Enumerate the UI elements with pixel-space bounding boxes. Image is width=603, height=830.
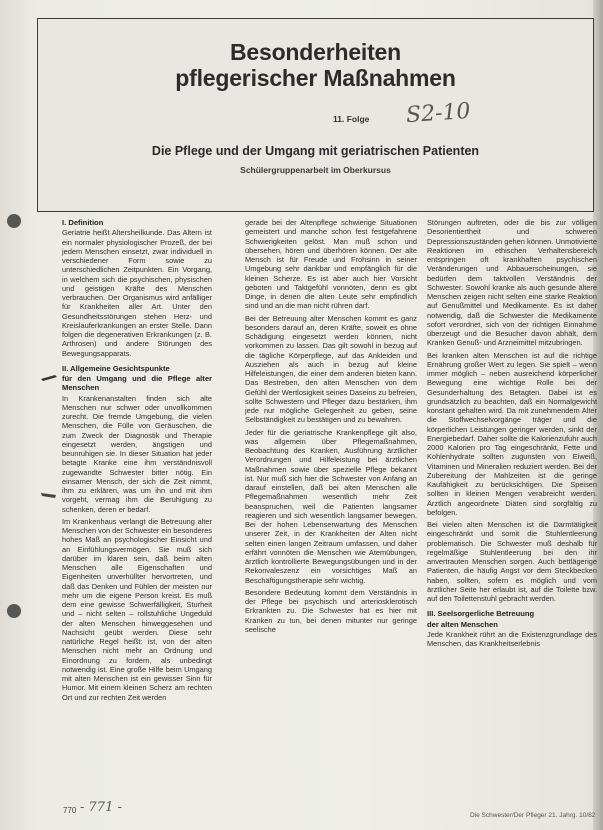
article-header	[37, 18, 594, 212]
section-heading: I. Definition	[62, 218, 104, 227]
paragraph: Besondere Bedeutung kommt dem Verständnis in der Pflege bei psychisch und arteriosklerotisch Erkrankten zu. Die Schwester hat es hier mit Kranken zu tun, bei denen mitunter nur geringe seelische	[245, 587, 417, 634]
section-heading-cont: der alten Menschen	[427, 619, 498, 629]
handwritten-note: S2-10	[405, 98, 472, 129]
text-column-3	[427, 218, 597, 651]
paragraph: Bei der Betreuung alter Menschen kommt es ganz besonders darauf an, deren Kräfte, soweit es ohne Schädigung eingesetzt werden können, nicht vorkommen zu lassen. Das gilt sowohl in bezug auf die tägliche Körperpflege, auf das Ankleiden und Ausziehen als auch in bezug auf kleine Hilfeleistungen, die einer dem anderen bieten kann. Das Bestreben, den alten Menschen von dem Gefühl der Wertlosigkeit seines Daseins zu befreien, sollte Schwestern und Pfleger dazu bestärken, ihm jede nur mögliche Gelegenheit zu geben, seine Selbständigkeit zu bestätigen und zu bewahren.	[245, 313, 417, 425]
paragraph: Bei vielen alten Menschen ist die Darmtätigkeit eingeschränkt und somit die Stuhlentleerung problematisch. Die Schwester muß deshalb für regelmäßige Stuhlentleerung bei den ihr anvertrauten Menschen sorgen. Auch bettlägerige Patienten, die häufig Angst vor dem Steckbecken haben, sollten, sofern es möglich und vom ärztlicher Seite her erlaubt ist, auf die Toilette bzw. auf den Toilettenstuhl gebracht werden.	[427, 520, 597, 603]
section-heading: II. Allgemeine Gesichtspunkte	[62, 363, 170, 373]
text-column-1	[62, 218, 212, 705]
pen-mark-icon	[40, 490, 58, 500]
handwritten-page-number: - 771 -	[80, 800, 122, 815]
text-column-2	[245, 218, 417, 637]
paragraph: In Krankenanstalten finden sich alte Menschen nur schwer oder unvollkommen zurecht. Die fremde Umgebung, die vielen Menschen, die Fülle von Geräuschen, die zum Zweck der Diagnostik und Therapie eingesetzt werden, ängstigen und beunruhigen sie. In dieser Situation hat jeder betagte Kranke eine ihm verständnisvoll zugewandte Schwester bitter nötig. Ein einsamer Mensch, der sich die Zeit nimmt, ihm zu erklären, was um ihn und mit ihm vorgeht, vermag ihm die Beruhigung zu schenken, deren er bedarf.	[62, 393, 212, 514]
paragraph: Jeder für die geriatrische Krankenpflege gilt also, was allgemein über Pflegemaßnahmen, Beobachtung des Kranken, Ausführung ärztlicher Verordnungen und Hilfeleistung bei ärztlichen Maßnahmen sowie über spezielle Pflege bekannt ist. Nur muß sich hier die Schwester von Anfang an darauf einstellen, daß bei alten Menschen alle Pflegemaßnahmen wesentlich mehr Zeit beanspruchen, weil die Patienten langsamer reagieren und sich wesentlich langsamer bewegen. Bei der hohen Lebenserwartung des Menschen unserer Zeit, in der Krankheiten der Alten nicht selten einen langen Zeitraum umfassen, und daher erfährt vonnöten die Menschen wie Atemübungen, ärztlich kontrollierte Bewegungsübungen und in der Rekonvaleszenz ein vorsichtiges Maß an Beschäftigungstherapie sehr wichtig.	[245, 427, 417, 585]
section-heading-cont: für den Umgang und die Pflege alter Menschen	[62, 374, 212, 393]
section-heading: III. Seelsorgerliche Betreuung	[427, 609, 535, 619]
article-title-line2: pflegerischer Maßnahmen	[175, 65, 456, 91]
punch-hole	[7, 214, 21, 228]
paragraph: Störungen auftreten, oder die bis zur völligen Desorientiertheit und schweren Depressionszuständen gehen können. Unmotivierte Reaktionen im ethischen Verhaltensbereich entspringen oft krankhaften psychischen Veränderungen und Abbauerscheinungen, sie bedürfen dem taktvollen Verständnis der Schwester. Sowohl kranke als auch gesunde ältere Menschen zeigen nicht selten eine starke Reaktion auf Genußmittel und Medikamente. Es ist daher notwendig, daß die Schwester die Medikamente sofort verordnet, sich von der richtigen Einnahme überzeugt und die Besucher davon abhält, dem Kranken Genuß- und Arzneimittel mitzubringen.	[427, 218, 597, 348]
paragraph: Bei kranken alten Menschen ist auf die richtige Ernährung großer Wert zu legen. Sie spielt – wenn immer möglich – neben ausreichend körperlicher Bewegung eine wichtige Rolle bei der Gesunderhaltung des Betagten. Dabei ist es grundsätzlich zu beachten, daß ein Normalgewicht konstant gehalten wird. Da mit zunehmendem Alter die Stoffwechselvorgänge träger und die körperlichen Leistungen geringer werden, sinkt der Energiebedarf. Daher sollte die Kalorienzufuhr auch 2000 Kalorien pro Tag eingeschränkt, Fette und Kohlenhydrate sollten zugunsten von Eiweiß, Vitaminen und Mineralien reduziert werden. Bei der Zubereitung der Mahlzeiten ist die geringe Kaufähigkeit zu berücksichtigen. Die Speisen sollten in kleinen Mengen verabreicht werden. Ärztlich angeordnete Diäten sind sorgfältig zu befolgen.	[427, 350, 597, 517]
series-part: 11. Folge	[333, 114, 370, 124]
article-byline: Schülergruppenarbeit im Oberkursus	[240, 165, 391, 175]
article-title-line1: Besonderheiten	[229, 39, 401, 65]
paragraph: gerade bei der Altenpflege schwierige Situationen gemeistert und manche schon fest festgefahrene Schwierigkeiten gelöst. Man muß schon und übersehen, hören und überhören können. Der alte Mensch ist für Freude und Frohsinn in seiner Umgebung sehr dankbar und empfänglich für die kleinen Scherze. Es ist aber auch hier Vorsicht geboten und Taktgefühl vonnöten, denn es gibt Dinge, in denen die alten Leute sehr empfindlich sind und an die man nicht rühren darf.	[245, 218, 417, 311]
journal-reference: Die Schwester/Der Pfleger 21. Jahrg. 10/82	[470, 812, 596, 819]
article-subtitle: Die Pflege und der Umgang mit geriatrischen Patienten	[151, 144, 480, 158]
paragraph: Jede Krankheit rührt an die Existenzgrundlage des Menschen, das Krankheitserlebnis	[427, 629, 597, 648]
pen-mark-icon	[40, 372, 58, 382]
paragraph: Im Krankenhaus verlangt die Betreuung alter Menschen von der Schwester ein besonderes hohes Maß an psychologischer Einsicht und an Einfühlungsvermögen. Sie muß sich darüber im klaren sein, daß beim alten Menschen alle Eigenschaften und Eigenheiten unverhüllter hervortreten, und daß das Denken und Fühlen der meisten nur mehr um die eigene Person kreist. Es muß dem eine gewisse Schwerfälligkeit, Sturheit und – nicht selten – rollstuhliche Ungeduld der alten Menschen hinweggesehen und Nachsicht geübt werden. Diese sehr natürliche Regel heißt: ist, von der alten Menschen nicht mehr an Ordnung und Einordnung zu fordern, als unbedingt notwendig ist. Eine große Hilfe beim Umgang mit alten Menschen ist ein gewisser Sinn für Humor. Mit einem kleinen Scherz am rechten Ort und zur rechten Zeit werden	[62, 516, 212, 702]
punch-hole	[7, 604, 21, 618]
paragraph: Geriatrie heißt Altersheilkunde. Das Altern ist ein normaler physiologischer Prozeß, der bei jedem Menschen einsetzt, zwar individuell in verschiedener Form sowie zu unterschiedlichen Zeitpunkten. Ein Vorgang, in welchem sich die psychischen, physischen und geistigen Kräfte des Menschen verbrauchen. Der Organismus wird anfälliger für Krankheiten aller Art. Unter den Gesundheitsstörungen stehen Herz- und Kreislauferkrankungen an erster Stelle. Dann folgen die degenerativen Erkrankungen (z. B. Arthrosen) und andere Störungen des Bewegungsapparats.	[62, 228, 212, 358]
page-number: 770	[63, 806, 77, 815]
